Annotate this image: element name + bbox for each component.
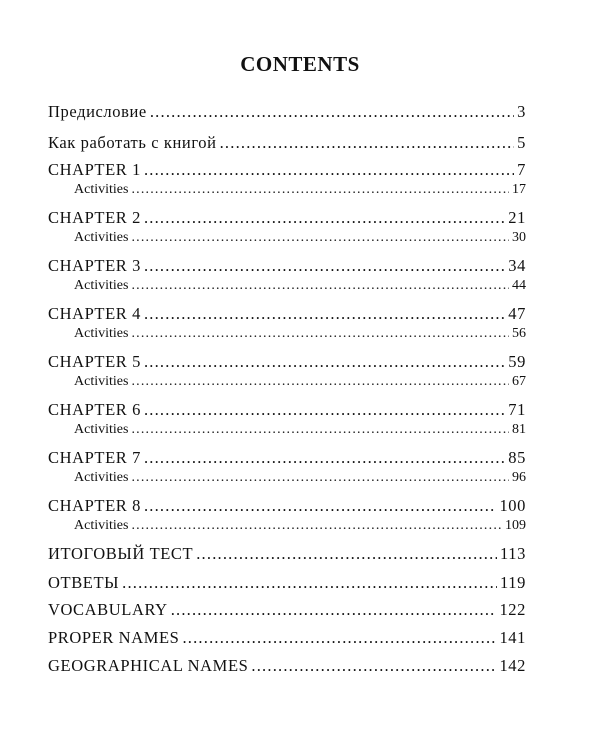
toc-subentry — [74, 276, 526, 296]
dot-leader — [144, 208, 505, 228]
toc-entry — [48, 496, 526, 516]
toc-entry-label: Activities — [74, 278, 129, 293]
dot-leader — [144, 448, 505, 468]
toc-entry — [48, 352, 526, 372]
toc-entry-label: ИТОГОВЫЙ ТЕСТ — [48, 544, 194, 563]
toc-entry — [48, 400, 526, 420]
toc-page-number: 21 — [508, 208, 526, 227]
dot-leader — [131, 324, 509, 344]
page-title: CONTENTS — [240, 52, 360, 76]
dot-leader — [144, 256, 505, 276]
toc-page-number: 85 — [508, 448, 526, 467]
dot-leader — [131, 276, 509, 296]
toc-page-number: 119 — [500, 573, 526, 592]
toc-entry — [48, 304, 526, 324]
dot-leader — [144, 496, 496, 516]
toc-page-number: 71 — [508, 400, 526, 419]
toc-page-number: 47 — [508, 304, 526, 323]
toc-entry — [48, 102, 526, 122]
toc-entry-label: GEOGRAPHICAL NAMES — [48, 656, 249, 675]
dot-leader — [171, 600, 497, 620]
toc-entry-label: Activities — [74, 230, 129, 245]
toc-page-number: 96 — [512, 470, 526, 485]
toc-entry — [48, 160, 526, 180]
dot-leader — [122, 573, 497, 593]
toc-entry — [48, 600, 526, 620]
toc-entry-label: CHAPTER 3 — [48, 256, 141, 275]
toc-entry — [48, 448, 526, 468]
toc-subentry — [74, 228, 526, 248]
toc-entry — [48, 656, 526, 676]
dot-leader — [131, 516, 502, 536]
toc-entry-label: CHAPTER 1 — [48, 160, 141, 179]
toc-entry — [48, 628, 526, 648]
toc-subentry — [74, 324, 526, 344]
toc-entry — [48, 133, 526, 153]
dot-leader — [251, 656, 496, 676]
dot-leader — [196, 544, 497, 564]
toc-page-number: 59 — [508, 352, 526, 371]
dot-leader — [220, 133, 515, 153]
toc-entry — [48, 544, 526, 564]
toc-page-number: 113 — [500, 544, 526, 563]
toc-entry-label: Activities — [74, 374, 129, 389]
dot-leader — [131, 372, 509, 392]
dot-leader — [131, 180, 509, 200]
toc-page-number: 17 — [512, 182, 526, 197]
toc-page-number: 122 — [499, 600, 526, 619]
dot-leader — [150, 102, 514, 122]
toc-entry — [48, 573, 526, 593]
dot-leader — [131, 420, 509, 440]
toc-page-number: 67 — [512, 374, 526, 389]
toc-entry-label: Предисловие — [48, 102, 147, 121]
toc-page-number: 3 — [517, 102, 526, 121]
dot-leader — [144, 304, 505, 324]
toc-page-number: 7 — [517, 160, 526, 179]
toc-subentry — [74, 516, 526, 536]
dot-leader — [144, 160, 514, 180]
toc-entry-label: Activities — [74, 422, 129, 437]
toc-page-number: 34 — [508, 256, 526, 275]
toc-page-number: 142 — [499, 656, 526, 675]
toc-page-number: 44 — [512, 278, 526, 293]
toc-entry-label: Activities — [74, 326, 129, 341]
toc-entry-label: ОТВЕТЫ — [48, 573, 120, 592]
toc-entry — [48, 256, 526, 276]
toc-page-number: 141 — [499, 628, 526, 647]
toc-page-number: 5 — [517, 133, 526, 152]
toc-page-number: 56 — [512, 326, 526, 341]
dot-leader — [131, 468, 509, 488]
toc-page-number: 81 — [512, 422, 526, 437]
toc-page-number: 109 — [505, 518, 526, 533]
toc-entry-label: VOCABULARY — [48, 600, 168, 619]
toc-entry-label: Activities — [74, 182, 129, 197]
toc-entry-label: CHAPTER 2 — [48, 208, 141, 227]
toc-entry — [48, 208, 526, 228]
toc-page-number: 30 — [512, 230, 526, 245]
toc-entry-label: CHAPTER 5 — [48, 352, 141, 371]
toc-entry-label: Как работать с книгой — [48, 133, 217, 152]
toc-page-number: 100 — [499, 496, 526, 515]
toc-subentry — [74, 180, 526, 200]
toc-subentry — [74, 420, 526, 440]
toc-entry-label: CHAPTER 7 — [48, 448, 141, 467]
toc-entry-label: Activities — [74, 518, 129, 533]
toc-subentry — [74, 372, 526, 392]
dot-leader — [131, 228, 509, 248]
toc-entry-label: CHAPTER 4 — [48, 304, 141, 323]
toc-entry-label: PROPER NAMES — [48, 628, 180, 647]
toc-entry-label: Activities — [74, 470, 129, 485]
toc-entry-label: CHAPTER 8 — [48, 496, 141, 515]
toc-entry-label: CHAPTER 6 — [48, 400, 141, 419]
dot-leader — [144, 352, 505, 372]
dot-leader — [182, 628, 496, 648]
dot-leader — [144, 400, 505, 420]
toc-subentry — [74, 468, 526, 488]
